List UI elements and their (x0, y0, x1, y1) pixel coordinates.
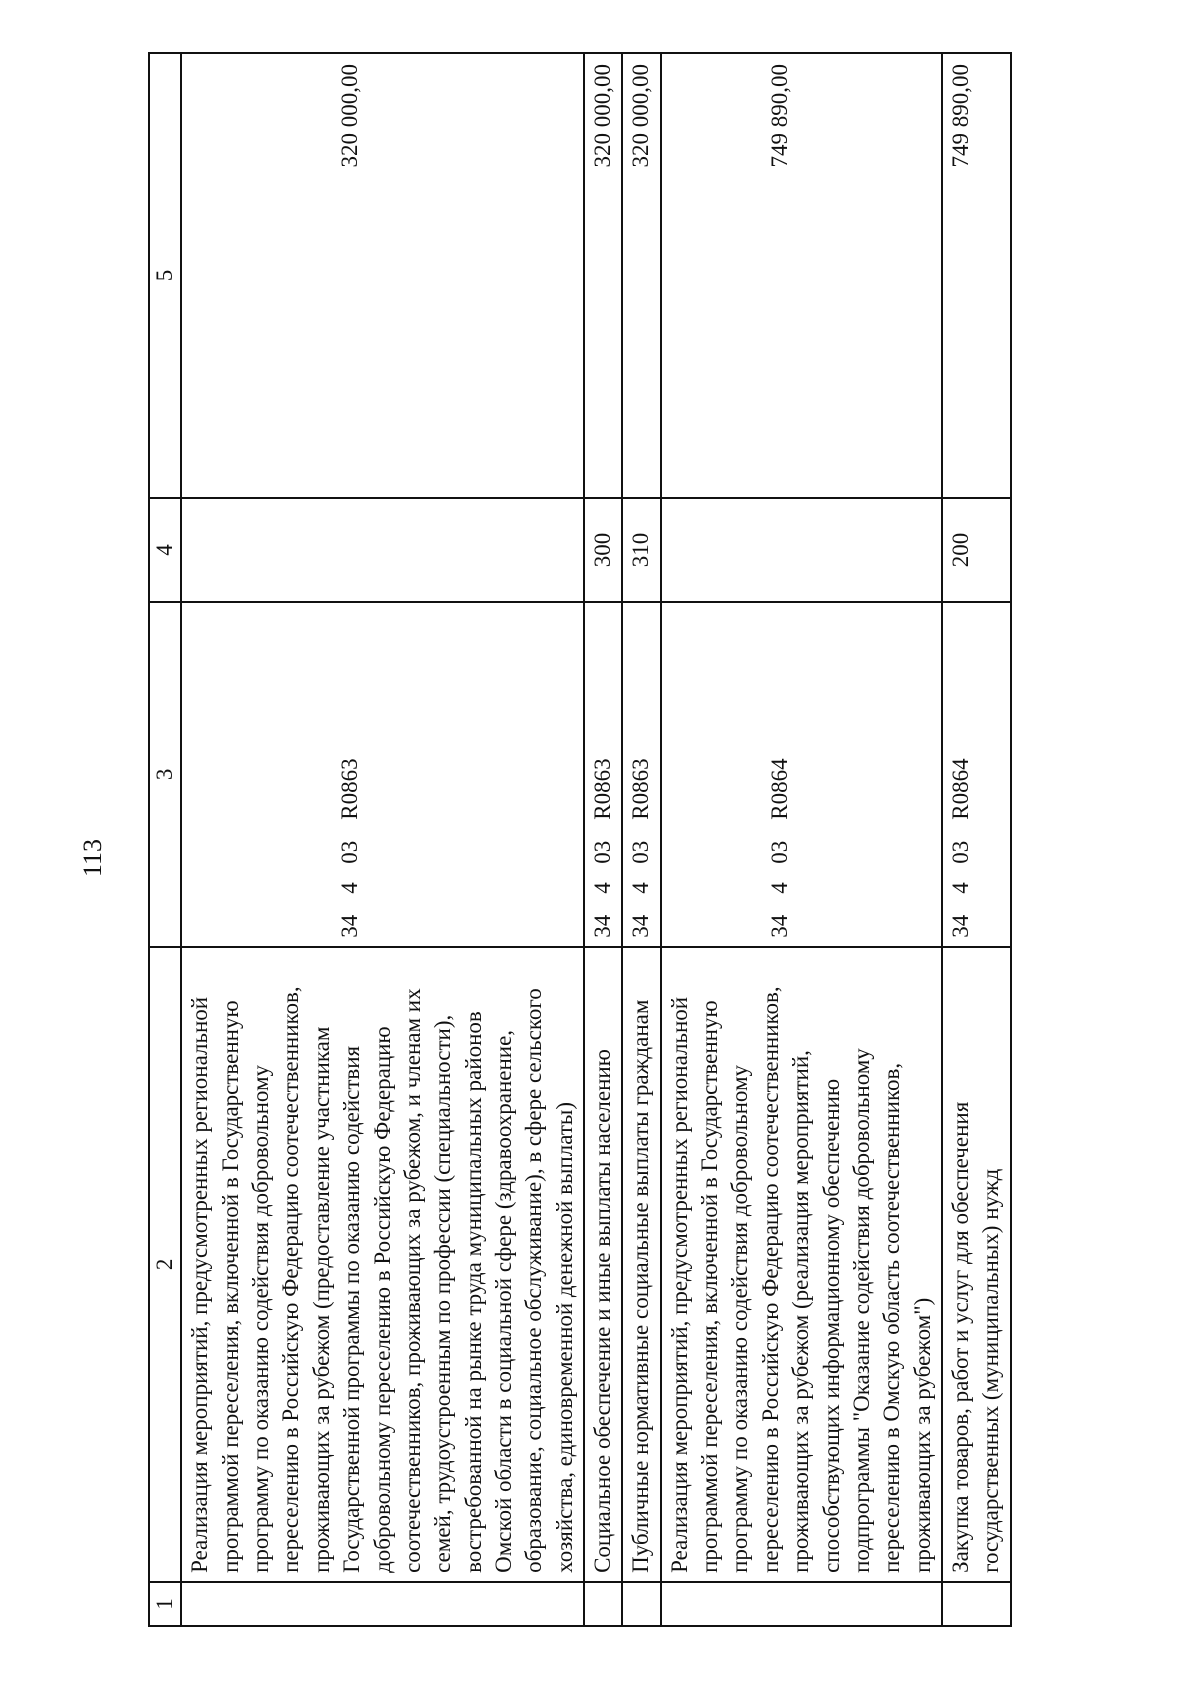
description-cell: Закупка товаров, работ и услуг для обеспечения государственных (муниципальных) нужд (942, 947, 1011, 1582)
code-cell (622, 602, 660, 947)
code-part-b: 4 (628, 882, 654, 894)
budget-table (148, 52, 1012, 1627)
row-number-cell (584, 1582, 622, 1626)
code-cell (942, 602, 1011, 947)
code-part-a: 34 (628, 914, 654, 938)
code-cell (181, 602, 584, 947)
code-part-a: 34 (590, 914, 616, 938)
description-cell: Публичные нормативные социальные выплаты гражданам (622, 947, 660, 1582)
code-part-c: 03 (628, 840, 654, 864)
header-col-1: 1 (149, 1582, 181, 1626)
code-part-c: 03 (766, 840, 792, 864)
code-part-d: R0863 (590, 758, 616, 820)
type-cell: 200 (942, 498, 1011, 602)
code-part-b: 4 (590, 882, 616, 894)
code-part-c: 03 (947, 840, 973, 864)
description-cell: Реализация мероприятий, предусмотренных региональной программой переселения, включенной в Государственную программу по оказанию содействия добровольному переселению в Российскую Федерацию соотечественников, проживающих за рубежом (реализация мероприятий, способствующих информационному обеспечению подпрограммы "Оказание содействия добровольному переселению в Омскую область соотечественников, проживающих за рубежом") (661, 947, 942, 1582)
table-row (942, 53, 1011, 1626)
header-col-4: 4 (149, 498, 181, 602)
row-number-cell (661, 1582, 942, 1626)
row-number-cell (942, 1582, 1011, 1626)
code-part-d: R0864 (947, 758, 973, 820)
type-cell (181, 498, 584, 602)
amount-cell: 320 000,00 (622, 53, 660, 498)
code-cell (584, 602, 622, 947)
code-part-d: R0863 (628, 758, 654, 820)
header-col-3: 3 (149, 602, 181, 947)
code-part-d: R0864 (766, 758, 792, 820)
amount-cell: 749 890,00 (942, 53, 1011, 498)
code-part-b: 4 (766, 882, 792, 894)
amount-cell: 320 000,00 (584, 53, 622, 498)
code-value (626, 611, 656, 938)
table-row (622, 53, 660, 1626)
header-col-2: 2 (149, 947, 181, 1582)
table-row (584, 53, 622, 1626)
code-cell (661, 602, 942, 947)
row-number-cell (622, 1582, 660, 1626)
amount-cell (661, 53, 942, 498)
code-value (185, 611, 365, 938)
code-part-a: 34 (337, 914, 363, 938)
code-part-b: 4 (337, 882, 363, 894)
row-number-cell (181, 1582, 584, 1626)
type-cell (661, 498, 942, 602)
code-part-d: R0863 (337, 758, 363, 820)
type-cell: 300 (584, 498, 622, 602)
description-cell: Реализация мероприятий, предусмотренных региональной программой переселения, включенной в Государственную программу по оказанию содействия добровольному переселению в Российскую Федерацию соотечественников, проживающих за рубежом (предоставление участникам Государственной программы по оказанию содействия добровольному переселению в Российскую Федерацию соотечественников, проживающих за рубежом, и членам их семей, трудоустроенным по профессии (специальности), востребованной на рынке труда муниципальных районов Омской области в социальной сфере (здравоохранение, образование, социальное обслуживание), в сфере сельского хозяйства, единовременной денежной выплаты) (181, 947, 584, 1582)
code-part-a: 34 (947, 914, 973, 938)
code-value (588, 611, 618, 938)
header-col-5: 5 (149, 53, 181, 498)
code-value (665, 611, 795, 938)
code-part-c: 03 (337, 840, 363, 864)
amount-value: 749 890,00 (766, 64, 792, 168)
amount-value: 320 000,00 (337, 64, 363, 168)
code-part-c: 03 (590, 840, 616, 864)
amount-cell (181, 53, 584, 498)
table-row (661, 53, 942, 1626)
table-row (181, 53, 584, 1626)
description-cell: Социальное обеспечение и иные выплаты населению (584, 947, 622, 1582)
table-header-row (149, 53, 181, 1626)
page-number: 113 (78, 838, 107, 877)
code-value (946, 611, 976, 938)
type-cell: 310 (622, 498, 660, 602)
code-part-b: 4 (947, 882, 973, 894)
code-part-a: 34 (766, 914, 792, 938)
